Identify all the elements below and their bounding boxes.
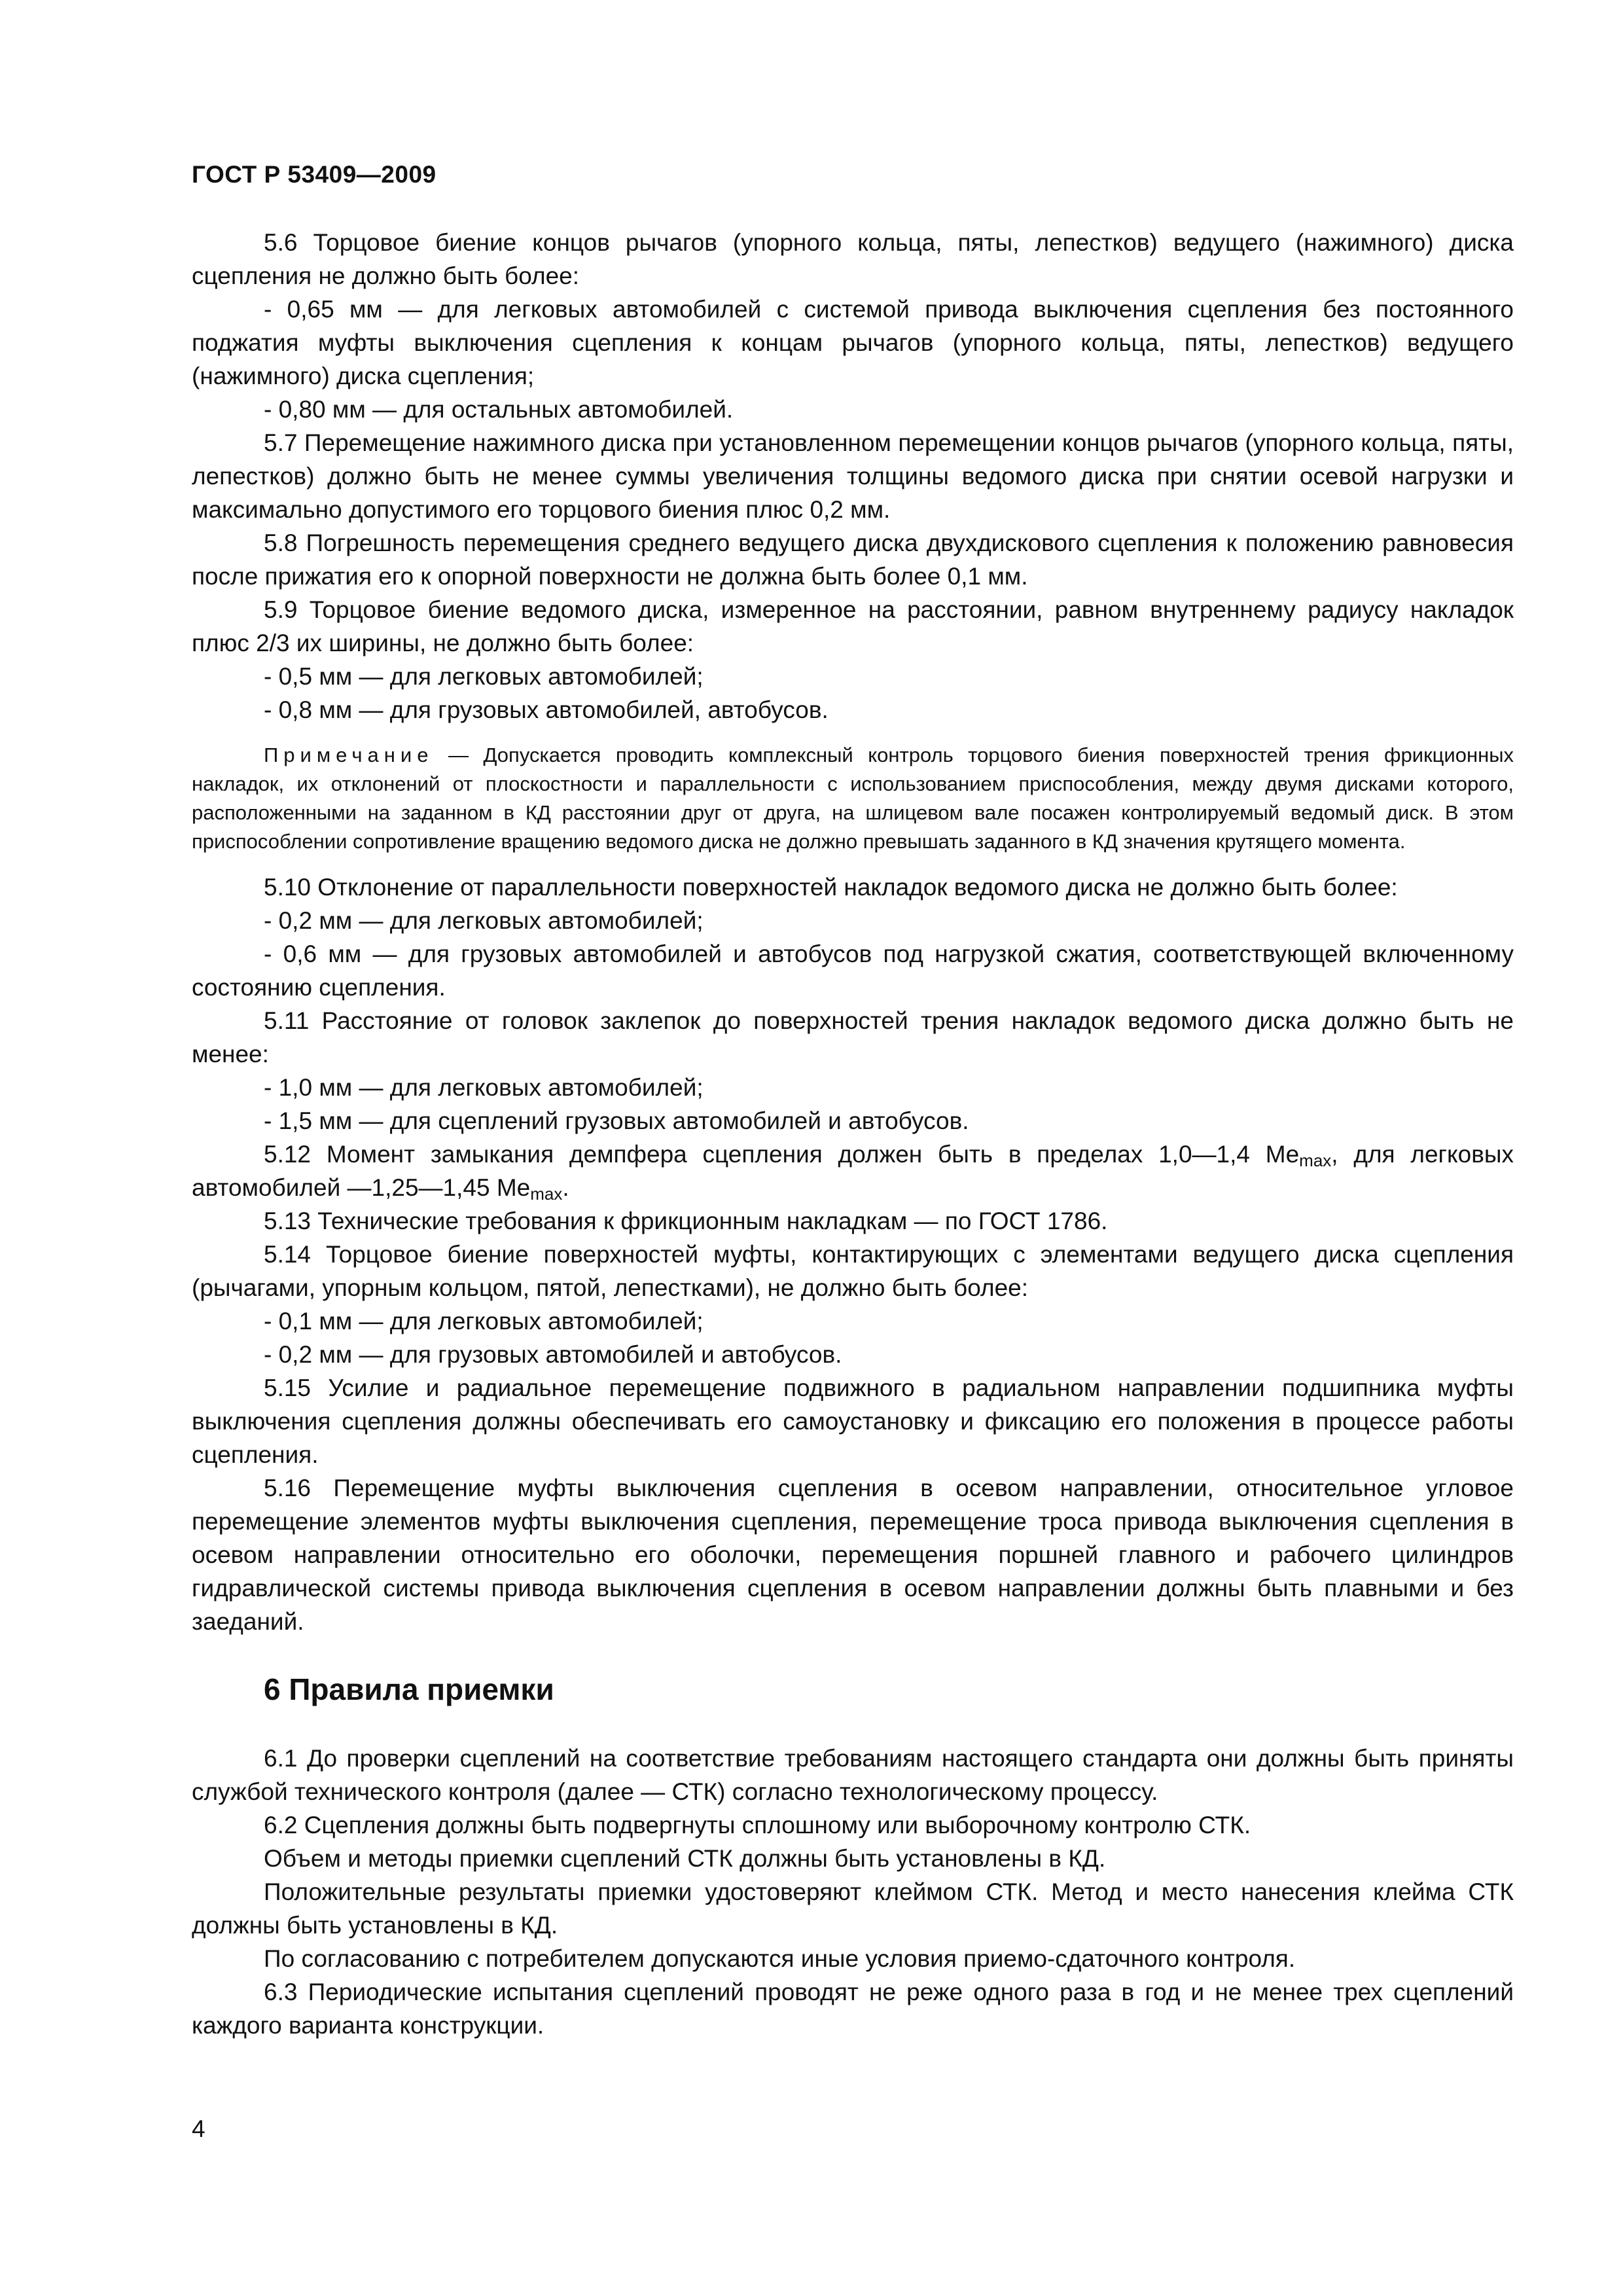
clause-5-12-part-b: , для легковых автомобилей —1,25—1,45 Me <box>192 1141 1514 1201</box>
clause-5-8: 5.8 Погрешность перемещения среднего ведущего диска двухдискового сцепления к положению равновесия после прижатия его к опорной поверхности не должна быть более 0,1 мм. <box>192 529 1514 590</box>
subscript-max: max <box>530 1184 563 1204</box>
document-body <box>192 226 1514 2042</box>
clause-5-16: 5.16 Перемещение муфты выключения сцепления в осевом направлении, относительное угловое перемещение элементов муфты выключения сцепления, перемещение троса привода выключения сцепления в осевом направлении относительно его оболочки, перемещения поршней главного и рабочего цилиндров гидравлической системы привода выключения сцепления в осевом направлении должны быть плавными и без заеданий. <box>192 1475 1514 1635</box>
clause-5-14: 5.14 Торцовое биение поверхностей муфты, контактирующих с элементами ведущего диска сцепления (рычагами, упорным кольцом, пятой, лепестками), не должно быть более: <box>192 1241 1514 1301</box>
clause-5-9: 5.9 Торцовое биение ведомого диска, измеренное на расстоянии, равном внутреннему радиусу накладок плюс 2/3 их ширины, не должно быть более: <box>192 596 1514 656</box>
list-item: - 1,0 мм — для легковых автомобилей; <box>264 1074 704 1101</box>
list-item: - 0,1 мм — для легковых автомобилей; <box>264 1308 704 1335</box>
clause-6-3: 6.3 Периодические испытания сцеплений проводят не реже одного раза в год и не менее трех сцеплений каждого варианта конструкции. <box>192 1979 1514 2039</box>
clause-6-2-b: Положительные результаты приемки удостоверяют клеймом СТК. Метод и место нанесения клейма СТК должны быть установлены в КД. <box>192 1878 1514 1939</box>
clause-5-15: 5.15 Усилие и радиальное перемещение подвижного в радиальном направлении подшипника муфты выключения сцепления должны обеспечивать его самоустановку и фиксацию его положения в процессе работы сцепления. <box>192 1374 1514 1468</box>
note-text: — Допускается проводить комплексный контроль торцового биения поверхностей трения фрикционных накладок, их отклонений от плоскостности и параллельности с использованием приспособления, между двумя дисками которого, расположенными на заданном в КД расстоянии друг от друга, на шлицевом вале посажен контролируемый ведомый диск. В этом приспособлении сопротивление вращению ведомого диска не должно превышать заданного в КД значения крутящего момента. <box>192 744 1514 853</box>
list-item: - 0,8 мм — для грузовых автомобилей, автобусов. <box>264 696 829 723</box>
subscript-max: max <box>1299 1151 1332 1170</box>
list-item: - 0,2 мм — для грузовых автомобилей и автобусов. <box>264 1341 842 1368</box>
clause-6-2-c: По согласованию с потребителем допускаются иные условия приемо-сдаточного контроля. <box>264 1945 1296 1972</box>
list-item: - 0,5 мм — для легковых автомобилей; <box>264 663 704 690</box>
list-item: - 0,80 мм — для остальных автомобилей. <box>264 396 734 423</box>
list-item: - 0,2 мм — для легковых автомобилей; <box>264 907 704 934</box>
clause-6-1: 6.1 До проверки сцеплений на соответствие требованиям настоящего стандарта они должны быть приняты службой технического контроля (далее — СТК) согласно технологическому процессу. <box>192 1745 1514 1805</box>
page-number: 4 <box>192 2115 205 2142</box>
clause-6-2-a: Объем и методы приемки сцеплений СТК должны быть установлены в КД. <box>264 1845 1106 1872</box>
document-header: ГОСТ Р 53409—2009 <box>192 161 437 188</box>
clause-5-6: 5.6 Торцовое биение концов рычагов (упорного кольца, пяты, лепестков) ведущего (нажимного) диска сцепления не должно быть более: <box>192 229 1514 289</box>
note <box>192 741 1514 856</box>
clause-5-12-part-a: 5.12 Момент замыкания демпфера сцепления должен быть в пределах 1,0—1,4 Me <box>264 1141 1300 1168</box>
clause-5-12-part-c: . <box>562 1174 569 1201</box>
section-6-title: 6 Правила приемки <box>264 1672 554 1706</box>
list-item: - 1,5 мм — для сцеплений грузовых автомобилей и автобусов. <box>264 1107 969 1134</box>
clause-5-13: 5.13 Технические требования к фрикционным накладкам — по ГОСТ 1786. <box>264 1208 1108 1234</box>
list-item: - 0,65 мм — для легковых автомобилей с системой привода выключения сцепления без постоянного поджатия муфты выключения сцепления к концам рычагов (упорного кольца, пяты, лепестков) ведущего (нажимного) диска сцепления; <box>192 296 1514 389</box>
clause-5-10: 5.10 Отклонение от параллельности поверхностей накладок ведомого диска не должно быть более: <box>264 874 1398 901</box>
note-label: Примечание <box>264 744 434 766</box>
clause-5-7: 5.7 Перемещение нажимного диска при установленном перемещении концов рычагов (упорного кольца, пяты, лепестков) должно быть не менее суммы увеличения толщины ведомого диска при снятии осевой нагрузки и максимально допустимого его торцового биения плюс 0,2 мм. <box>192 429 1514 523</box>
clause-5-11: 5.11 Расстояние от головок заклепок до поверхностей трения накладок ведомого диска должно быть не менее: <box>192 1007 1514 1067</box>
list-item: - 0,6 мм — для грузовых автомобилей и автобусов под нагрузкой сжатия, соответствующей включенному состоянию сцепления. <box>192 941 1514 1001</box>
clause-5-12 <box>192 1138 1514 1204</box>
clause-6-2: 6.2 Сцепления должны быть подвергнуты сплошному или выборочному контролю СТК. <box>264 1812 1251 1839</box>
